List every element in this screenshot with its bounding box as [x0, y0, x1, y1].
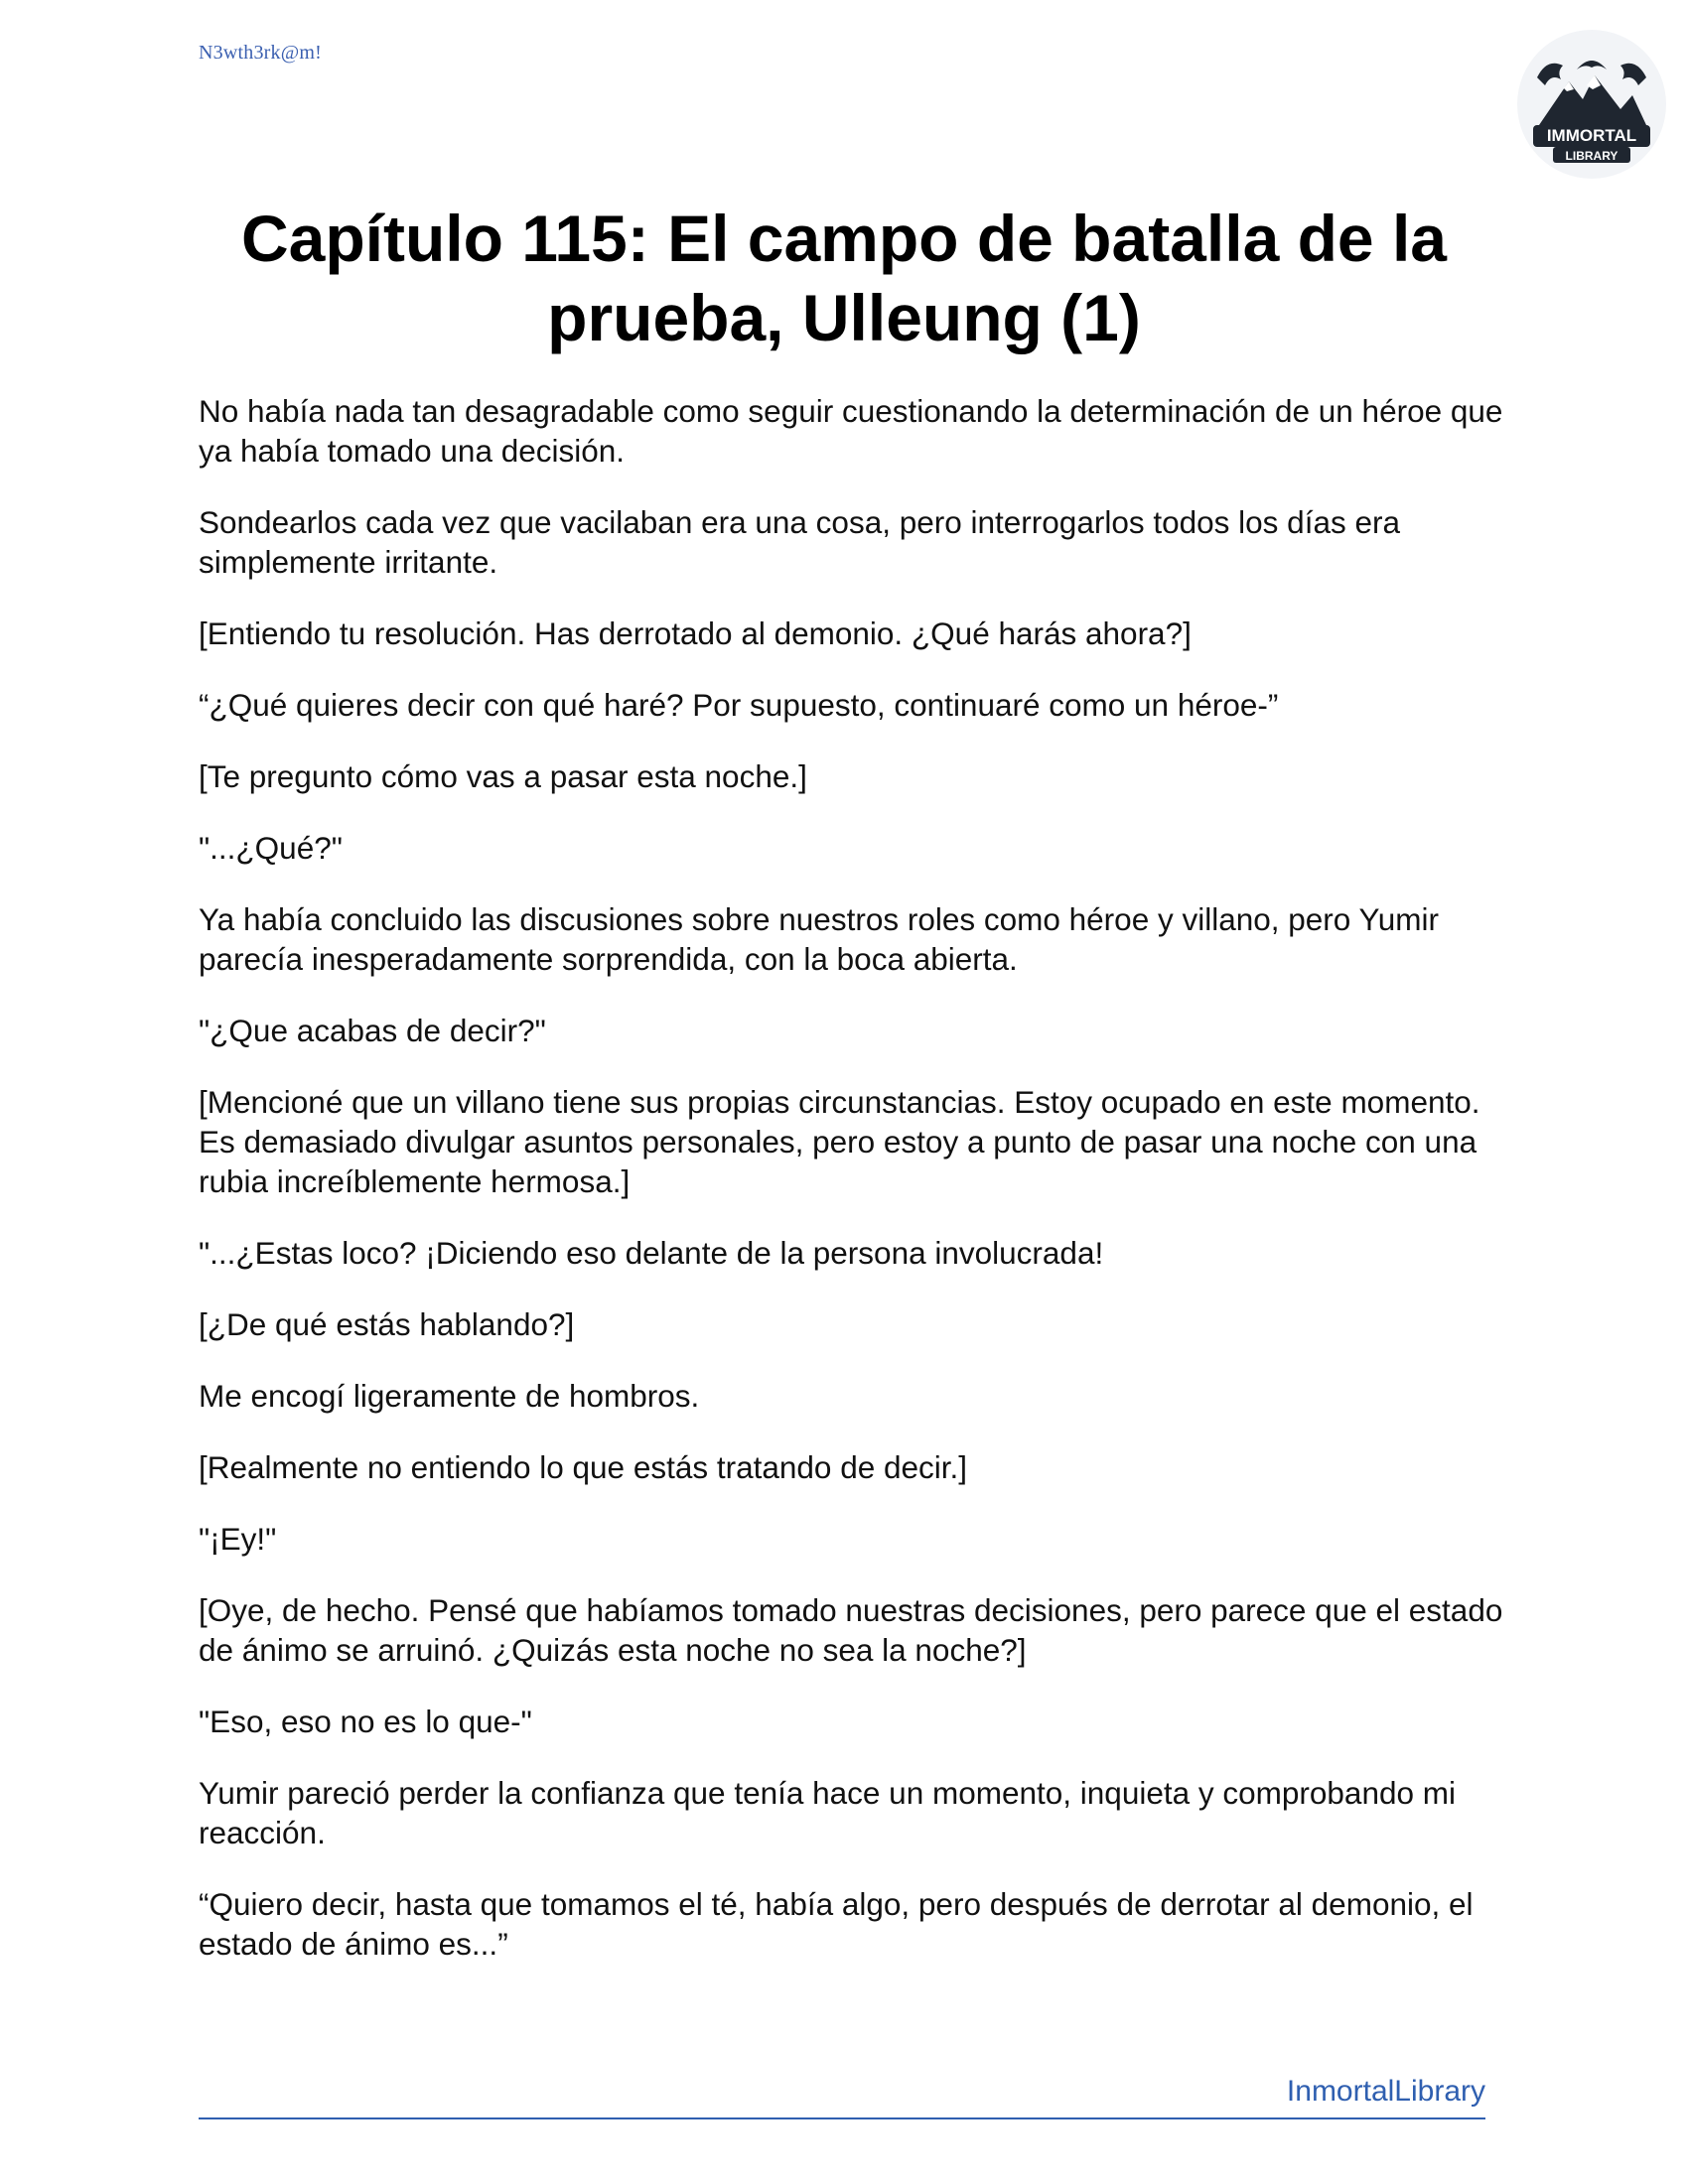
- paragraph: [¿De qué estás hablando?]: [199, 1306, 575, 1342]
- paragraph: “Quiero decir, hasta que tomamos el té, había algo, pero después de derrotar al demonio, el estado de ánimo es...”: [199, 1886, 1474, 1962]
- immortal-library-logo-icon: [1517, 30, 1666, 179]
- paragraph: "...¿Estas loco? ¡Diciendo eso delante de la persona involucrada!: [199, 1235, 1104, 1271]
- paragraph: [Te pregunto cómo vas a pasar esta noche.]: [199, 758, 807, 794]
- paragraph: "¡Ey!": [199, 1521, 277, 1557]
- logo-line2-text: LIBRARY: [1565, 149, 1618, 163]
- paragraph: [Mencioné que un villano tiene sus propias circunstancias. Estoy ocupado en este momento. Es demasiado divulgar asuntos personales, pero estoy a punto de pasar una noche con una rubia increíblemente hermosa.]: [199, 1084, 1480, 1199]
- paragraph: [Entiendo tu resolución. Has derrotado al demonio. ¿Qué harás ahora?]: [199, 615, 1192, 651]
- watermark-text: N3wth3rk@m!: [199, 42, 322, 64]
- paragraph: [Realmente no entiendo lo que estás tratando de decir.]: [199, 1449, 968, 1485]
- paragraph: [Oye, de hecho. Pensé que habíamos tomado nuestras decisiones, pero parece que el estado de ánimo se arruinó. ¿Quizás esta noche no sea la noche?]: [199, 1592, 1503, 1668]
- paragraph: "¿Que acabas de decir?": [199, 1013, 546, 1048]
- paragraph: “¿Qué quieres decir con qué haré? Por supuesto, continuaré como un héroe-”: [199, 687, 1279, 723]
- paragraph: Yumir pareció perder la confianza que tenía hace un momento, inquieta y comprobando mi reacción.: [199, 1775, 1456, 1850]
- paragraph: Me encogí ligeramente de hombros.: [199, 1378, 700, 1414]
- logo-line1-text: IMMORTAL: [1546, 126, 1637, 145]
- paragraph: No había nada tan desagradable como seguir cuestionando la determinación de un héroe que ya había tomado una decisión.: [199, 393, 1503, 469]
- paragraph: "Eso, eso no es lo que-": [199, 1704, 532, 1739]
- footer-divider: [199, 2117, 1485, 2119]
- chapter-title: Capítulo 115: El campo de batalla de la prueba, Ulleung (1): [240, 202, 1448, 354]
- chapter-body: [199, 391, 1509, 1995]
- paragraph: Sondearlos cada vez que vacilaban era una cosa, pero interrogarlos todos los días era simplemente irritante.: [199, 504, 1400, 580]
- footer-link[interactable]: InmortalLibrary: [1286, 2075, 1485, 2108]
- paragraph: Ya había concluido las discusiones sobre nuestros roles como héroe y villano, pero Yumir parecía inesperadamente sorprendida, con la boca abierta.: [199, 901, 1440, 977]
- paragraph: "...¿Qué?": [199, 830, 343, 866]
